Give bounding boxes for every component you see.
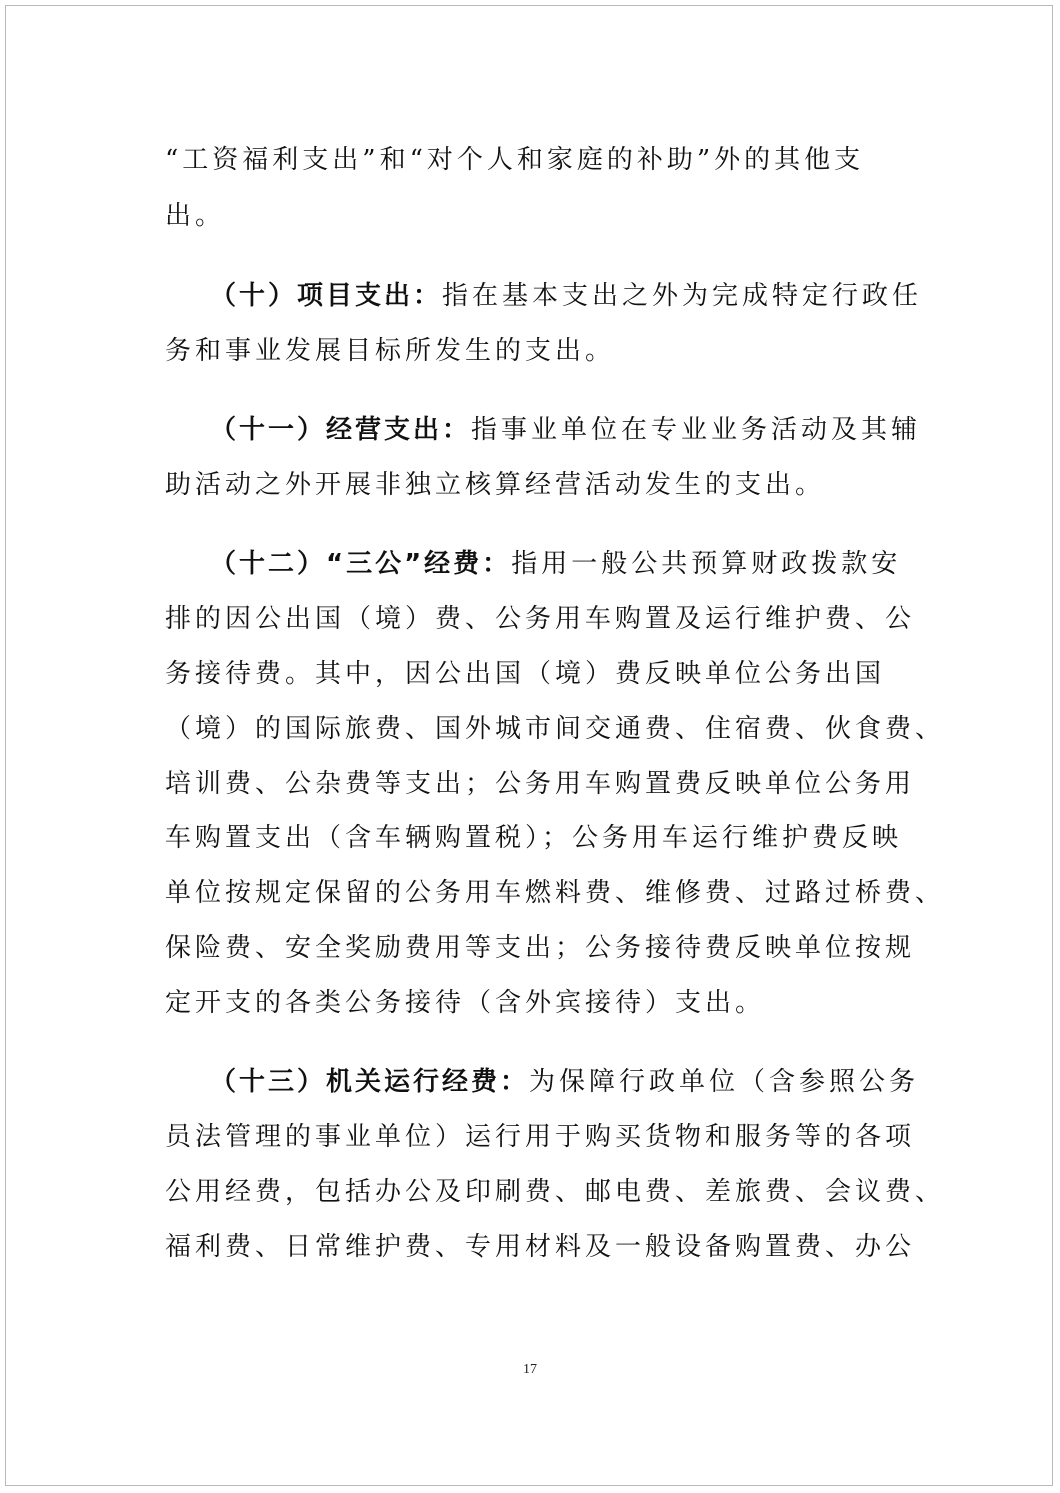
- body-text-line: 员法管理的事业单位）运行用于购买货物和服务等的各项: [165, 1122, 916, 1152]
- body-text: 指用一般公共预算财政拨款安: [511, 549, 902, 579]
- body-text-line: 车购置支出（含车辆购置税）；公务用车运行维护费反映: [165, 823, 903, 853]
- body-text-line: 出。: [165, 201, 226, 231]
- paragraph-first-line: [210, 414, 921, 446]
- section-heading: （十一）经营支出：: [210, 415, 472, 445]
- paragraph-first-line: [210, 280, 922, 312]
- paragraph-first-line: [210, 548, 901, 580]
- section-heading: （十二）“三公”经费：: [210, 549, 512, 579]
- section-heading: （十三）机关运行经费：: [210, 1067, 530, 1097]
- page-number: 17: [523, 1362, 537, 1377]
- body-text: 指在基本支出之外为完成特定行政任: [442, 281, 923, 311]
- body-text-line: 单位按规定保留的公务用车燃料费、维修费、过路过桥费、: [165, 878, 946, 908]
- body-text-line: （境）的国际旅费、国外城市间交通费、住宿费、伙食费、: [165, 714, 946, 744]
- body-text-line: 培训费、公杂费等支出；公务用车购置费反映单位公务用: [165, 769, 916, 799]
- paragraph-first-line: [210, 1066, 919, 1098]
- body-text-line: 保险费、安全奖励费用等支出；公务接待费反映单位按规: [165, 933, 916, 963]
- body-text-line: 定开支的各类公务接待（含外宾接待）支出。: [165, 988, 766, 1018]
- body-text: 为保障行政单位（含参照公务: [529, 1067, 920, 1097]
- body-text-line: “工资福利支出”和“对个人和家庭的补助”外的其他支: [165, 145, 865, 175]
- body-text-line: 务接待费。其中，因公出国（境）费反映单位公务出国: [165, 659, 886, 689]
- body-text: 指事业单位在专业业务活动及其辅: [471, 415, 922, 445]
- body-text-line: 务和事业发展目标所发生的支出。: [165, 336, 616, 366]
- section-heading: （十）项目支出：: [210, 281, 443, 311]
- body-text-line: 排的因公出国（境）费、公务用车购置及运行维护费、公: [165, 604, 916, 634]
- body-text-line: 助活动之外开展非独立核算经营活动发生的支出。: [165, 470, 826, 500]
- body-text-line: 福利费、日常维护费、专用材料及一般设备购置费、办公: [165, 1232, 916, 1262]
- page-frame: [5, 5, 1053, 1486]
- body-text-line: 公用经费，包括办公及印刷费、邮电费、差旅费、会议费、: [165, 1177, 946, 1207]
